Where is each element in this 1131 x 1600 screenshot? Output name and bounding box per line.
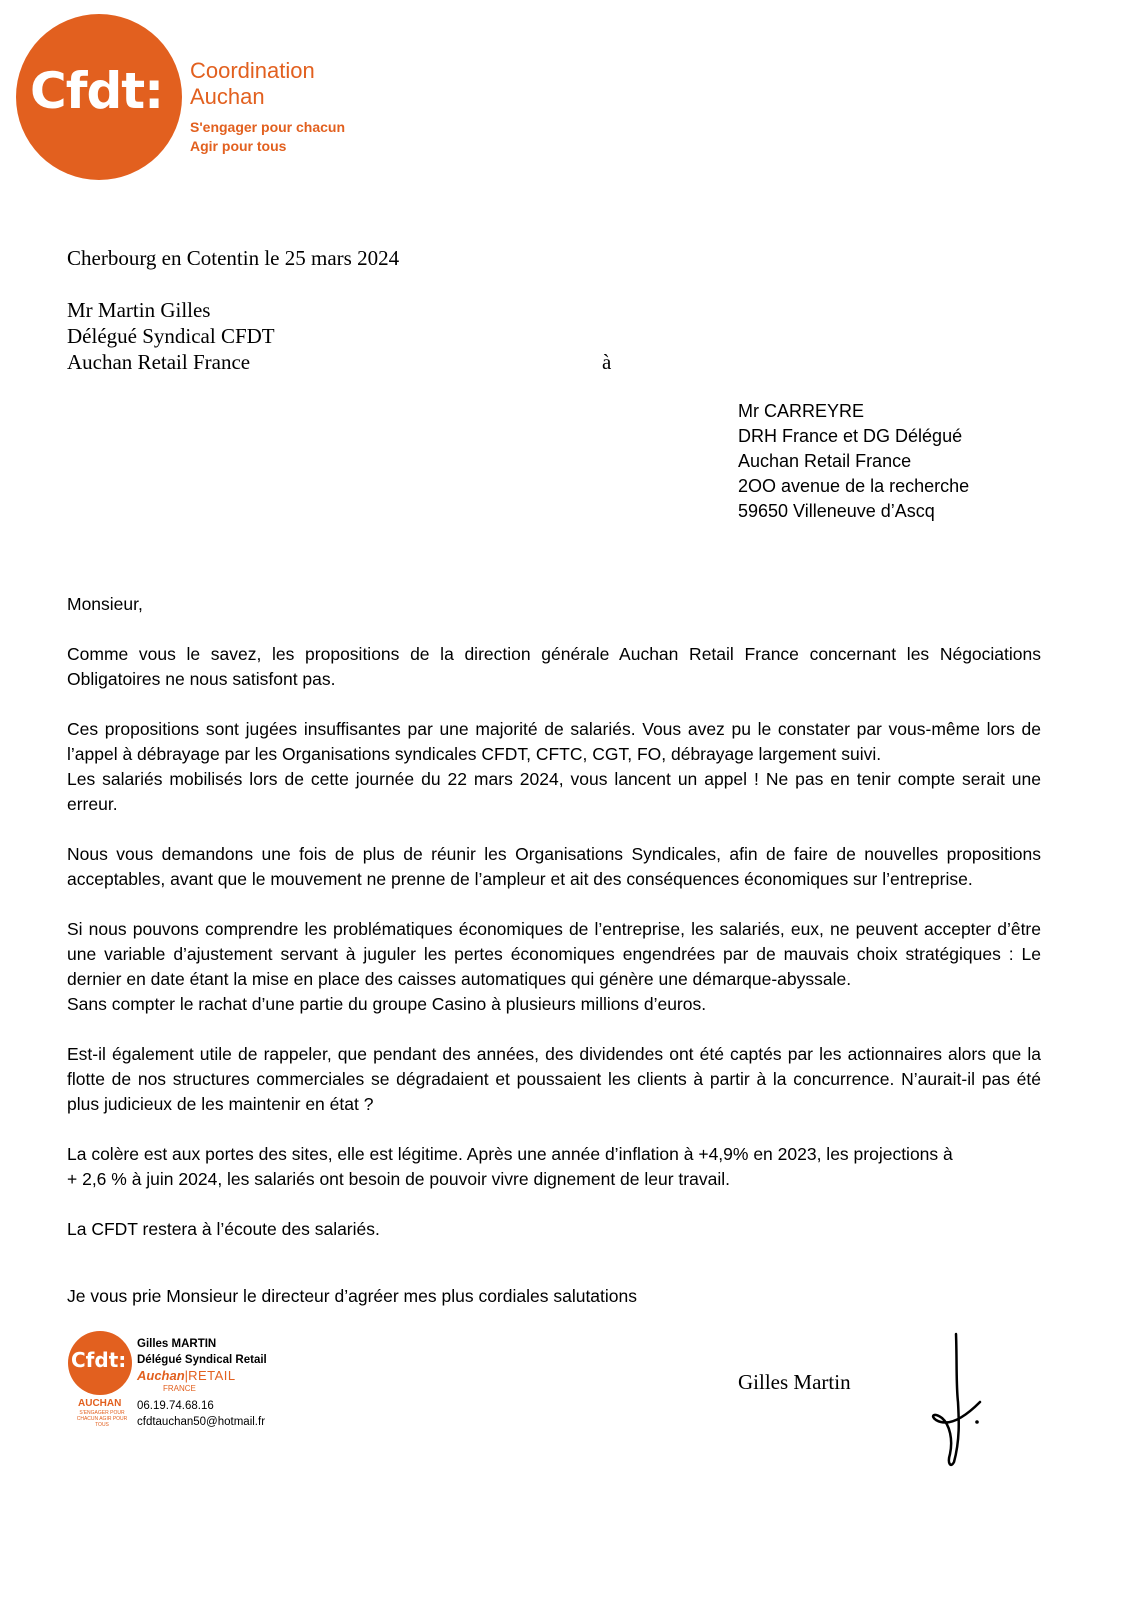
paragraph: Nous vous demandons une fois de plus de réunir les Organisations Syndicales, afin de faire de nouvelles propositions acceptables, avant que le mouvement ne prenne de l’ampleur et ait des conséquences économiques sur l’entreprise. — [67, 844, 1041, 889]
paragraph: Ces propositions sont jugées insuffisantes par une majorité de salariés. Vous avez pu le constater par vous-même lors de l’appel à débrayage par les Organisations syndicales CFDT, CFTC, CGT, FO, débrayage largement suivi. — [67, 719, 1041, 764]
signature-name: Gilles MARTIN — [137, 1338, 217, 1350]
paragraph: Est-il également utile de rappeler, que pendant des années, des dividendes ont été captés par les actionnaires alors que la flotte de nos structures commerciales se dégradaient et poussaient les clients à partir à la concurrence. N’aurait-il pas été plus judicieux de les maintenir en état ? — [67, 1044, 1041, 1114]
signature-email: cfdtauchan50@hotmail.fr — [137, 1416, 266, 1428]
signature-phone: 06.19.74.68.16 — [137, 1400, 214, 1412]
signature-role: Délégué Syndical Retail — [137, 1354, 267, 1366]
brand-retail: RETAIL — [188, 1368, 236, 1383]
closing-line: Je vous prie Monsieur le directeur d’agréer mes plus cordiales salutations — [67, 1286, 637, 1306]
to-marker: à — [602, 350, 612, 374]
brand-auchan: Auchan — [137, 1368, 185, 1383]
auchan-small-brand: AUCHAN — [78, 1398, 122, 1409]
paragraph: Les salariés mobilisés lors de cette journée du 22 mars 2024, vous lancent un appel ! Ne pas en tenir compte serait une erreur. — [67, 769, 1041, 814]
sender-block — [67, 297, 275, 375]
auchan-retail-brand — [137, 1368, 267, 1384]
sender-company: Auchan Retail France — [67, 350, 251, 374]
sender-role: Délégué Syndical CFDT — [67, 324, 275, 348]
letter-body — [67, 592, 1041, 1334]
recipient-block — [738, 399, 969, 524]
cfdt-small-logo-text: Cfdt: — [71, 1348, 127, 1372]
recipient-name: Mr CARREYRE — [738, 401, 865, 421]
recipient-city: 59650 Villeneuve d’Ascq — [738, 501, 935, 521]
brand-separator: | — [184, 1368, 189, 1383]
org-line-1: Coordination — [190, 58, 315, 83]
recipient-street: 2OO avenue de la recherche — [738, 476, 970, 496]
sender-name: Mr Martin Gilles — [67, 298, 211, 322]
paragraph: Si nous pouvons comprendre les problématiques économiques de l’entreprise, les salariés, eux, ne peuvent accepter d’être une variable d’ajustement servant à juguler les pertes économiques engendrées par de mauvais choix stratégiques : Le dernier en date étant la mise en place des caisses automatiques qui génère une démarque-abyssale. — [67, 919, 1041, 989]
paragraph: Sans compter le rachat d’une partie du groupe Casino à plusieurs millions d’euros. — [67, 994, 707, 1014]
slogan-line-1: S'engager pour chacun — [190, 119, 346, 135]
paragraph: La CFDT restera à l’écoute des salariés. — [67, 1219, 380, 1239]
handwritten-signature — [920, 1330, 992, 1470]
brand-france: FRANCE — [163, 1384, 196, 1393]
auchan-small-tagline: S'ENGAGER POUR CHACUN AGIR POUR TOUS — [76, 1410, 128, 1428]
org-line-2: Auchan — [190, 84, 265, 109]
recipient-role: DRH France et DG Délégué — [738, 426, 963, 446]
logo-side-text — [190, 58, 345, 156]
signature-info — [137, 1336, 267, 1430]
slogan-line-2: Agir pour tous — [190, 138, 287, 154]
paragraph: + 2,6 % à juin 2024, les salariés ont besoin de pouvoir vivre dignement de leur travail. — [67, 1169, 730, 1189]
signed-name: Gilles Martin — [738, 1370, 851, 1394]
paragraph: La colère est aux portes des sites, elle est légitime. Après une année d’inflation à +4,9% en 2023, les projections à — [67, 1144, 953, 1164]
date-line: Cherbourg en Cotentin le 25 mars 2024 — [67, 246, 400, 270]
cfdt-logo-text: Cfdt: — [30, 62, 164, 120]
recipient-company: Auchan Retail France — [738, 451, 912, 471]
paragraph: Comme vous le savez, les propositions de la direction générale Auchan Retail France concernant les Négociations Obligatoires ne nous satisfont pas. — [67, 644, 1041, 689]
salutation: Monsieur, — [67, 594, 143, 614]
